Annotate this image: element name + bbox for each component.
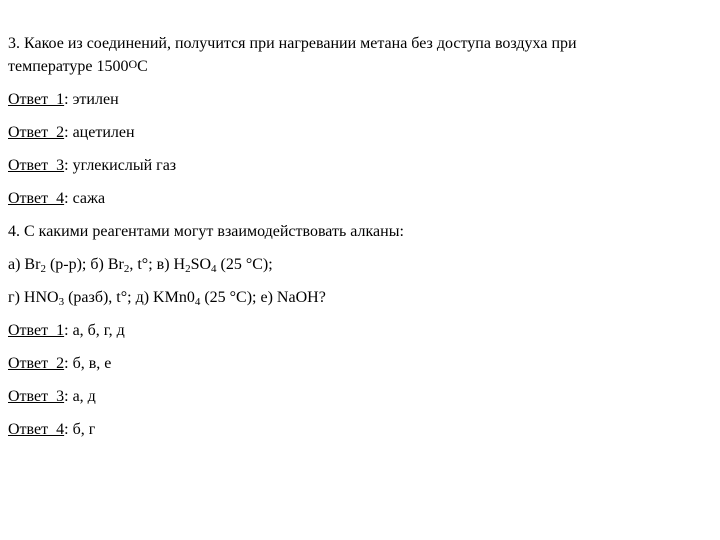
question-4-answer-4 xyxy=(8,420,708,440)
answer-separator: : xyxy=(64,157,73,174)
reagent-text: а) Br xyxy=(8,256,41,273)
answer-text: б, в, е xyxy=(72,355,112,372)
quiz-content xyxy=(8,34,708,440)
question-4-text: 4. С какими реагентами могут взаимодействовать алканы: xyxy=(8,223,404,240)
answer-label: Ответ_3 xyxy=(8,157,65,174)
reagent-text: , t°; в) H xyxy=(129,256,186,273)
subscript: 3 xyxy=(58,296,65,308)
answer-separator: : xyxy=(64,355,73,372)
celsius-unit: С xyxy=(137,58,148,75)
degree-symbol: О xyxy=(128,57,138,71)
question-3-text: 3. Какое из соединений, получится при нагревании метана без доступа воздуха при xyxy=(8,35,577,52)
reagent-text: (25 °С); е) NaOH? xyxy=(200,289,326,306)
answer-text: этилен xyxy=(72,91,119,108)
answer-separator: : xyxy=(64,388,73,405)
subscript: 2 xyxy=(185,263,191,275)
question-4-title xyxy=(8,222,708,242)
reagent-text: г) HNO xyxy=(8,289,59,306)
reagent-text: SO xyxy=(190,256,212,273)
answer-text: углекислый газ xyxy=(72,157,177,174)
answer-text: сажа xyxy=(72,190,106,207)
answer-separator: : xyxy=(64,190,73,207)
answer-separator: : xyxy=(64,124,73,141)
reagent-text: (р-р); б) Br xyxy=(45,256,124,273)
question-3-answer-3 xyxy=(8,156,708,176)
question-4-answer-3 xyxy=(8,387,708,407)
question-3-line-2 xyxy=(8,54,708,77)
answer-label: Ответ_2 xyxy=(8,355,65,372)
answer-label: Ответ_1 xyxy=(8,91,65,108)
subscript: 4 xyxy=(194,296,201,308)
answer-text: ацетилен xyxy=(72,124,135,141)
answer-separator: : xyxy=(64,91,73,108)
question-3-temperature: температуре 1500 xyxy=(8,58,129,75)
answer-text: б, г xyxy=(72,421,96,438)
answer-separator: : xyxy=(64,421,73,438)
reagent-text: (25 °С); xyxy=(216,256,273,273)
answer-separator: : xyxy=(64,322,73,339)
answer-label: Ответ_4 xyxy=(8,190,65,207)
question-4-reagents-line-1 xyxy=(8,255,708,275)
question-3-answer-2 xyxy=(8,123,708,143)
answer-label: Ответ_3 xyxy=(8,388,65,405)
answer-label: Ответ_1 xyxy=(8,322,65,339)
question-4-answer-2 xyxy=(8,354,708,374)
question-4-answer-1 xyxy=(8,321,708,341)
subscript: 4 xyxy=(211,263,217,275)
subscript: 2 xyxy=(123,263,130,275)
answer-text: а, д xyxy=(72,388,96,405)
reagent-text: (разб), t°; д) KMn0 xyxy=(64,289,195,306)
question-3-answer-1 xyxy=(8,90,708,110)
question-3-answer-4 xyxy=(8,189,708,209)
answer-label: Ответ_4 xyxy=(8,421,65,438)
question-4-reagents-line-2 xyxy=(8,288,708,308)
answer-label: Ответ_2 xyxy=(8,124,65,141)
answer-text: а, б, г, д xyxy=(72,322,125,339)
question-3-line-1 xyxy=(8,34,708,54)
subscript: 2 xyxy=(40,263,46,275)
